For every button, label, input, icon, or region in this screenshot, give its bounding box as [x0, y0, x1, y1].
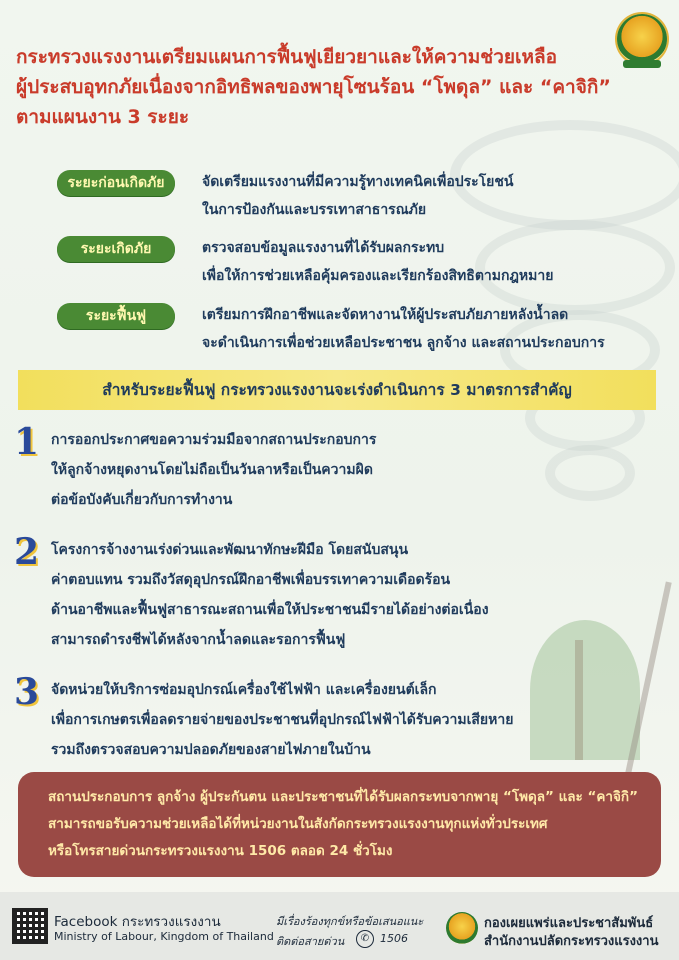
title-line-3: ตามแผนงาน 3 ระยะ: [16, 106, 190, 128]
measure-line: ค่าตอบแทน รวมถึงวัสดุอุปกรณ์ฝึกอาชีพเพื่อบรรเทาความเดือดร้อน: [51, 572, 451, 588]
phone-icon: ✆: [356, 930, 374, 948]
page-title: [16, 42, 616, 132]
ministry-emblem-icon: [446, 912, 478, 944]
phase-label: ระยะฟื้นฟู: [57, 303, 175, 329]
facebook-label: Facebook: [54, 914, 118, 930]
contact-line: สามารถขอรับความช่วยเหลือได้ที่หน่วยงานในสังกัดกระทรวงแรงงานทุกแห่งทั่วประเทศ: [48, 816, 548, 832]
office-name: สำนักงานปลัดกระทรวงแรงงาน: [484, 934, 659, 949]
contact-text: [48, 784, 648, 865]
title-line-1: [16, 42, 616, 72]
facebook-page-name: กระทรวงแรงงาน: [121, 914, 221, 930]
department-name: กองเผยแพร่และประชาสัมพันธ์: [484, 916, 654, 931]
ministry-english-name: Ministry of Labour, Kingdom of Thailand: [54, 930, 274, 943]
contact-line: หรือโทรสายด่วนกระทรวงแรงงาน 1506 ตลอด 24 ชั่วโมง: [48, 843, 393, 859]
phase-line: เพื่อให้การช่วยเหลือคุ้มครองและเรียกร้องสิทธิตามกฎหมาย: [202, 268, 554, 284]
measure-line: เพื่อการเกษตรเพื่อลดรายจ่ายของประชาชนที่อุปกรณ์ไฟฟ้าได้รับความเสียหาย: [51, 712, 514, 728]
banner-text: สำหรับระยะฟื้นฟู กระทรวงแรงงานจะเร่งดำเนินการ 3 มาตรการสำคัญ: [102, 381, 572, 399]
measure-number: 1: [14, 421, 40, 463]
phase-recovery: [57, 303, 627, 363]
phase-label: ระยะก่อนเกิดภัย: [57, 170, 175, 196]
measure-2: [14, 531, 614, 660]
measure-description: [51, 425, 611, 515]
measure-line: ให้ลูกจ้างหยุดงานโดยไม่ถือเป็นวันลาหรือเป็นความผิด: [51, 462, 373, 478]
hotline-number[interactable]: 1506: [380, 932, 408, 945]
title-line-1-rest: เตรียมแผนการฟื้นฟูเยียวยาและให้ความช่วยเหลือ: [155, 46, 558, 68]
facebook-link[interactable]: [54, 910, 221, 932]
phase-description: [202, 168, 632, 224]
emblem-ribbon: [623, 60, 661, 68]
phase-line: เตรียมการฝึกอาชีพและจัดหางานให้ผู้ประสบภัยภายหลังน้ำลด: [202, 307, 569, 323]
qr-code-icon[interactable]: [14, 910, 46, 942]
measure-number: 3: [14, 671, 40, 713]
measure-line: ต่อข้อบังคับเกี่ยวกับการทำงาน: [51, 492, 233, 508]
contact-box: [18, 772, 661, 877]
phase-line: จะดำเนินการเพื่อช่วยเหลือประชาชน ลูกจ้าง และสถานประกอบการ: [202, 335, 605, 351]
complaint-text: มีเรื่องร้องทุกข์หรือข้อเสนอแนะ: [276, 915, 424, 928]
phase-description: [202, 301, 632, 357]
measure-line: โครงการจ้างงานเร่งด่วนและพัฒนาทักษะฝีมือ โดยสนับสนุน: [51, 542, 409, 558]
measure-line: รวมถึงตรวจสอบความปลอดภัยของสายไฟภายในบ้าน: [51, 742, 371, 758]
title-line-2: ผู้ประสบอุทกภัยเนื่องจากอิทธิพลของพายุโซนร้อน “โพดุล” และ “คาจิกิ”: [16, 76, 611, 98]
phase-line: จัดเตรียมแรงงานที่มีความรู้ทางเทคนิคเพื่อประโยชน์: [202, 174, 514, 190]
measure-number: 2: [14, 531, 40, 573]
phase-label: ระยะเกิดภัย: [57, 236, 175, 262]
hotline-label: ติดต่อสายด่วน: [276, 935, 345, 948]
measure-line: สามารถดำรงชีพได้หลังจากน้ำลดและรอการฟื้นฟู: [51, 632, 346, 648]
measure-description: [51, 535, 611, 655]
measure-3: [14, 671, 614, 770]
phase-before-disaster: [57, 170, 627, 230]
title-ministry: กระทรวงแรงงาน: [16, 46, 156, 68]
phase-line: ในการป้องกันและบรรเทาสาธารณภัย: [202, 202, 427, 218]
contact-line: สถานประกอบการ ลูกจ้าง ผู้ประกันตน และประชาชนที่ได้รับผลกระทบจากพายุ “โพดุล” และ “คาจิกิ”: [48, 789, 638, 805]
measure-line: การออกประกาศขอความร่วมมือจากสถานประกอบการ: [51, 432, 377, 448]
measure-line: จัดหน่วยให้บริการซ่อมอุปกรณ์เครื่องใช้ไฟฟ้า และเครื่องยนต์เล็ก: [51, 682, 437, 698]
measure-line: ด้านอาชีพและฟื้นฟูสาธารณะสถานเพื่อให้ประชาชนมีรายได้อย่างต่อเนื่อง: [51, 602, 489, 618]
measure-1: [14, 421, 614, 520]
measure-description: [51, 675, 611, 765]
measures-banner: [18, 370, 656, 410]
phase-line: ตรวจสอบข้อมูลแรงงานที่ได้รับผลกระทบ: [202, 240, 445, 256]
footer: [0, 892, 679, 960]
ministry-emblem-icon: [617, 14, 667, 64]
phase-description: [202, 234, 632, 290]
phase-during-disaster: [57, 236, 627, 296]
